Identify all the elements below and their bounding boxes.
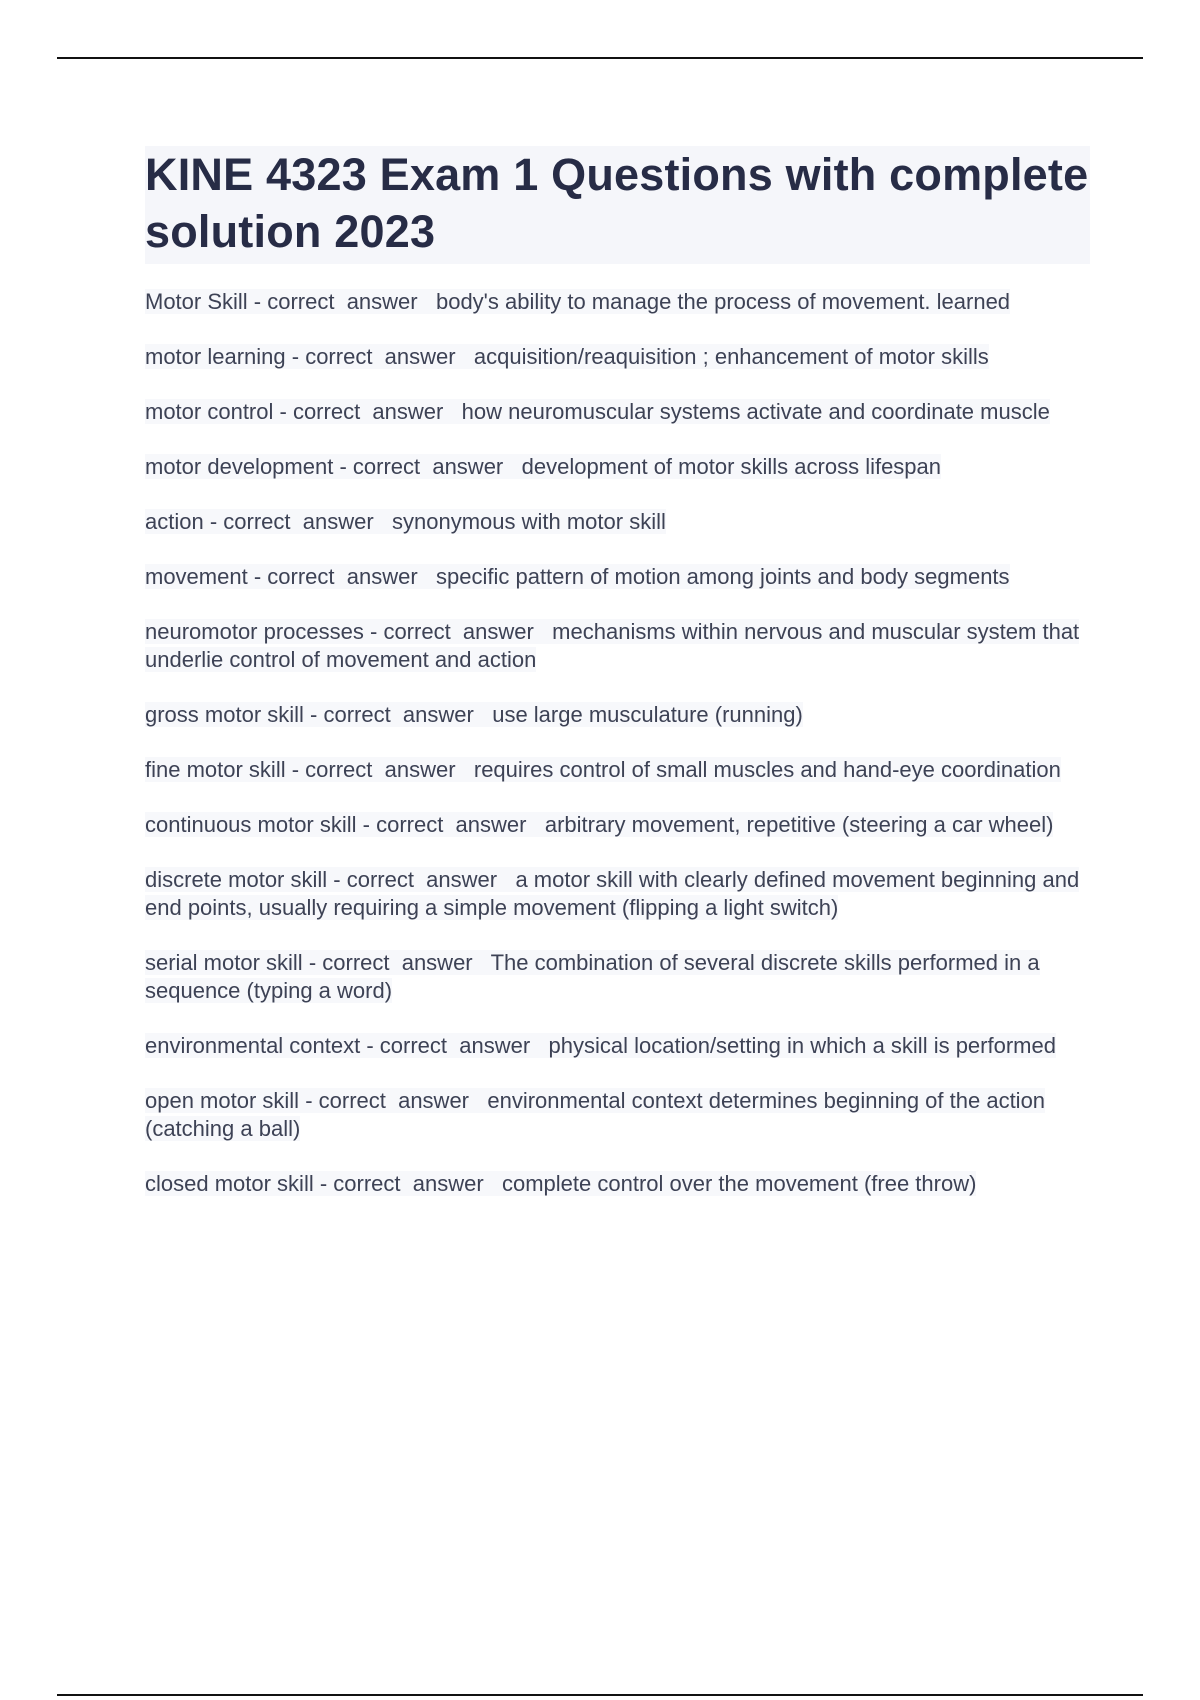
document-body [145, 146, 1090, 1225]
entry-separator: - correct answer [363, 619, 553, 644]
entry-separator: - correct answer [327, 867, 516, 892]
entry-text [145, 1033, 1056, 1058]
entry-separator: - correct answer [285, 344, 474, 369]
list-item [145, 398, 1090, 426]
entry-definition: body's ability to manage the process of movement. learned [435, 289, 1011, 314]
entry-text [145, 702, 803, 727]
entry-list [145, 288, 1090, 1198]
entry-separator: - correct answer [356, 812, 545, 837]
entry-definition: synonymous with motor skill [392, 509, 666, 534]
list-item [145, 1032, 1090, 1060]
list-item [145, 343, 1090, 371]
entry-text [145, 619, 1079, 672]
entry-definition: The combination of several discrete skills performed in a sequence (typing a word) [145, 950, 1040, 1003]
entry-definition: use large musculature (running) [492, 702, 803, 727]
list-item [145, 453, 1090, 481]
entry-separator: - correct answer [203, 509, 392, 534]
entry-text [145, 454, 941, 479]
entry-text [145, 867, 1079, 920]
entry-separator: - correct answer [302, 950, 491, 975]
entry-definition: development of motor skills across lifespan [521, 454, 942, 479]
document-title: KINE 4323 Exam 1 Questions with complete solution 2023 [145, 149, 1089, 257]
entry-separator: - correct answer [303, 702, 493, 727]
entry-term: serial motor skill [145, 950, 303, 975]
entry-term: open motor skill [145, 1088, 300, 1113]
entry-term: motor development [145, 454, 334, 479]
entry-term: closed motor skill [145, 1171, 314, 1196]
entry-separator: - correct answer [360, 1033, 549, 1058]
entry-separator: - correct answer [273, 399, 462, 424]
entry-text [145, 757, 1061, 782]
entry-separator: - correct answer [247, 289, 436, 314]
bottom-rule [57, 1694, 1143, 1696]
entry-separator: - correct answer [333, 454, 522, 479]
entry-term: Motor Skill [145, 289, 248, 314]
entry-term: neuromotor processes [145, 619, 364, 644]
entry-definition: how neuromuscular systems activate and coordinate muscle [461, 399, 1050, 424]
list-item [145, 949, 1090, 1005]
entry-text [145, 509, 666, 534]
list-item [145, 1087, 1090, 1143]
entry-definition: environmental context determines beginning of the action (catching a ball) [145, 1088, 1046, 1141]
entry-separator: - correct answer [247, 564, 436, 589]
list-item [145, 756, 1090, 784]
top-rule [57, 57, 1143, 59]
entry-definition: a motor skill with clearly defined movement beginning and end points, usually requiring a simple movement (flipping a light switch) [145, 867, 1080, 920]
entry-definition: specific pattern of motion among joints and body segments [436, 564, 1010, 589]
entry-separator: - correct answer [285, 757, 474, 782]
entry-text [145, 950, 1040, 1003]
entry-separator: - correct answer [299, 1088, 488, 1113]
list-item [145, 866, 1090, 922]
list-item [145, 563, 1090, 591]
entry-text [145, 1088, 1045, 1141]
entry-definition: acquisition/reaquisition ; enhancement of motor skills [473, 344, 989, 369]
entry-term: motor learning [145, 344, 286, 369]
list-item [145, 288, 1090, 316]
entry-text [145, 344, 989, 369]
entry-separator: - correct answer [313, 1171, 502, 1196]
entry-term: fine motor skill [145, 757, 286, 782]
entry-term: gross motor skill [145, 702, 304, 727]
entry-definition: complete control over the movement (free throw) [502, 1171, 977, 1196]
entry-term: movement [145, 564, 248, 589]
entry-text [145, 812, 1053, 837]
entry-term: discrete motor skill [145, 867, 328, 892]
title-block [145, 146, 1090, 264]
entry-definition: mechanisms within nervous and muscular system that underlie control of movement and action [145, 619, 1080, 672]
entry-text [145, 289, 1010, 314]
entry-term: continuous motor skill [145, 812, 357, 837]
list-item [145, 618, 1090, 674]
entry-definition: requires control of small muscles and hand-eye coordination [473, 757, 1061, 782]
entry-text [145, 564, 1010, 589]
entry-term: motor control [145, 399, 274, 424]
list-item [145, 508, 1090, 536]
list-item [145, 1170, 1090, 1198]
entry-definition: arbitrary movement, repetitive (steering a car wheel) [544, 812, 1054, 837]
list-item [145, 701, 1090, 729]
entry-term: action [145, 509, 204, 534]
entry-definition: physical location/setting in which a skill is performed [548, 1033, 1056, 1058]
entry-text [145, 399, 1050, 424]
entry-term: environmental context [145, 1033, 361, 1058]
entry-text [145, 1171, 976, 1196]
list-item [145, 811, 1090, 839]
